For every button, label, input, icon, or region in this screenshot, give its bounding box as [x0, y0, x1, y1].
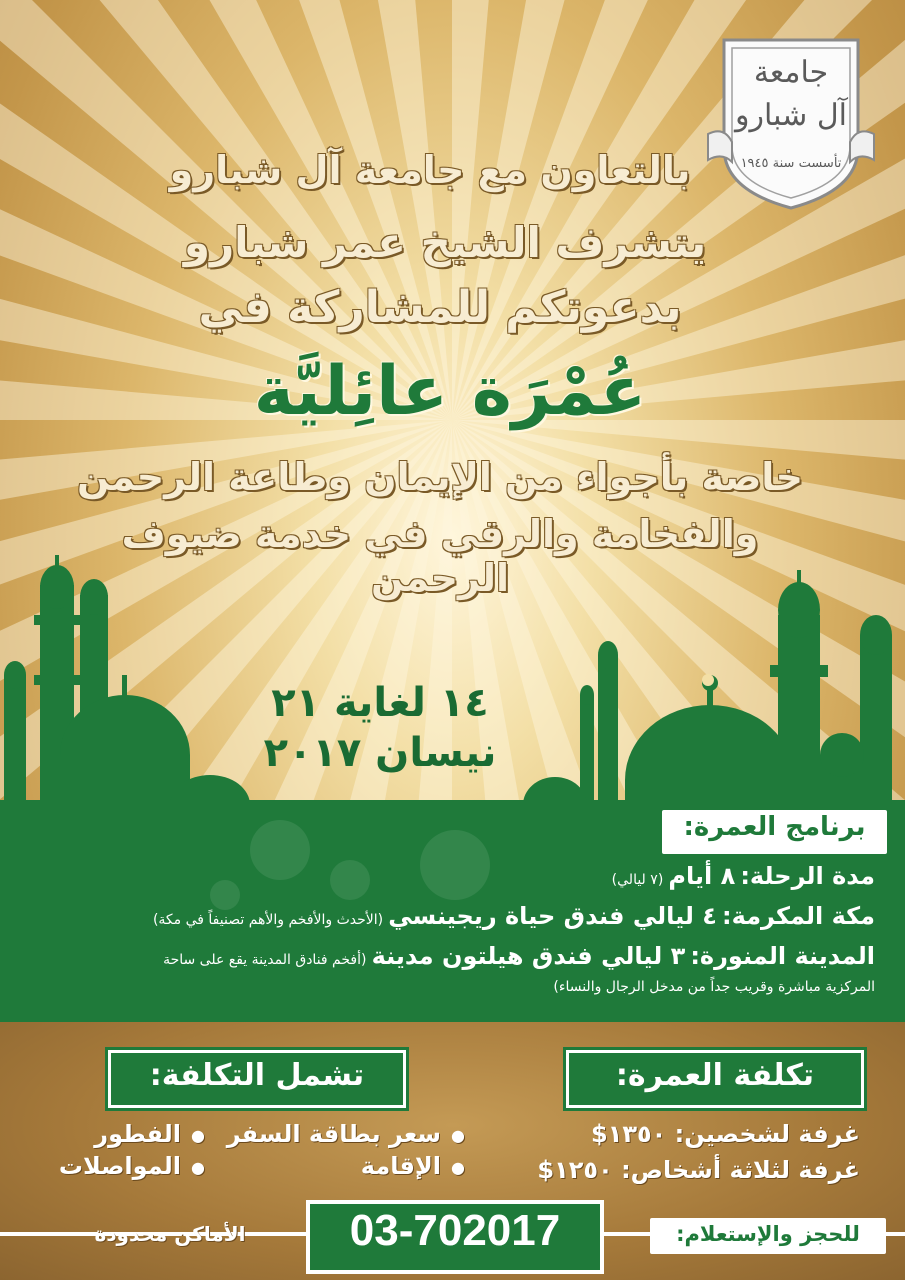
logo-established: تأسست سنة ١٩٤٥ — [740, 156, 842, 171]
madinah-note1: (أفخم فنادق المدينة يقع على ساحة — [163, 952, 367, 968]
madinah-note2: المركزية مباشرة وقريب جداً من مدخل الرجال والنساء) — [553, 979, 875, 995]
decorative-bubble — [420, 830, 490, 900]
double-room-price: ١٣٥٠$ — [591, 1120, 667, 1148]
includes-item: ● الفطور — [94, 1120, 205, 1148]
logo-name-line2: آل شبارو — [735, 98, 847, 133]
decorative-bubble — [250, 820, 310, 880]
booking-label: للحجز والإستعلام: — [676, 1222, 860, 1246]
decorative-bubble — [330, 860, 370, 900]
collaboration-line: بالتعاون مع جامعة آل شبارو — [169, 148, 691, 192]
includes-item: ● سعر بطاقة السفر — [227, 1120, 465, 1148]
makkah-label: مكة المكرمة: — [722, 902, 875, 930]
triple-room-price: ١٢٥٠$ — [537, 1156, 613, 1184]
phone-number[interactable]: 03-702017 — [349, 1206, 561, 1255]
program-madinah — [163, 942, 875, 970]
dates-line2: نيسان ٢٠١٧ — [263, 730, 497, 776]
includes-item: ● الإقامة — [361, 1152, 465, 1180]
description-line2: والفخامة والرقي في خدمة ضيوف الرحمن — [121, 512, 759, 600]
makkah-note: (الأحدث والأفخم والأهم تصنيفاً في مكة) — [152, 912, 384, 928]
triple-room-label: غرفة لثلاثة أشخاص: — [621, 1156, 860, 1184]
description-line1: خاصة بأجواء من الإيمان وطاعة الرحمن — [77, 455, 803, 499]
includes-item: ● المواصلات — [59, 1152, 205, 1180]
program-title: برنامج العمرة: — [683, 812, 866, 842]
program-makkah — [153, 902, 875, 930]
program-madinah-note — [553, 976, 875, 995]
madinah-value: ٣ ليالي فندق هيلتون مدينة — [371, 942, 686, 970]
logo-name-line1: جامعة — [753, 55, 829, 90]
program-duration — [612, 862, 875, 890]
limited-places: الأماكن محدودة — [94, 1222, 246, 1246]
includes-title: تشمل التكلفة: — [149, 1058, 365, 1093]
double-room-label: غرفة لشخصين: — [674, 1120, 860, 1148]
duration-label: مدة الرحلة: — [740, 862, 875, 890]
duration-note: (٧ ليالي) — [611, 872, 664, 888]
double-room-line — [591, 1120, 860, 1148]
cost-title: تكلفة العمرة: — [615, 1058, 815, 1093]
madinah-label: المدينة المنورة: — [690, 942, 875, 970]
triple-room-line — [537, 1156, 860, 1184]
invitation-line: بدعوتكم للمشاركة في — [198, 282, 682, 333]
duration-value: ٨ أيام — [668, 862, 736, 890]
makkah-value: ٤ ليالي فندق حياة ريجينسي — [388, 902, 717, 930]
umrah-title: عُمْرَة عائِليَّة — [253, 352, 647, 431]
honor-line: يتشرف الشيخ عمر شبارو — [183, 218, 707, 267]
dates-line1: ١٤ لغاية ٢١ — [271, 680, 489, 726]
